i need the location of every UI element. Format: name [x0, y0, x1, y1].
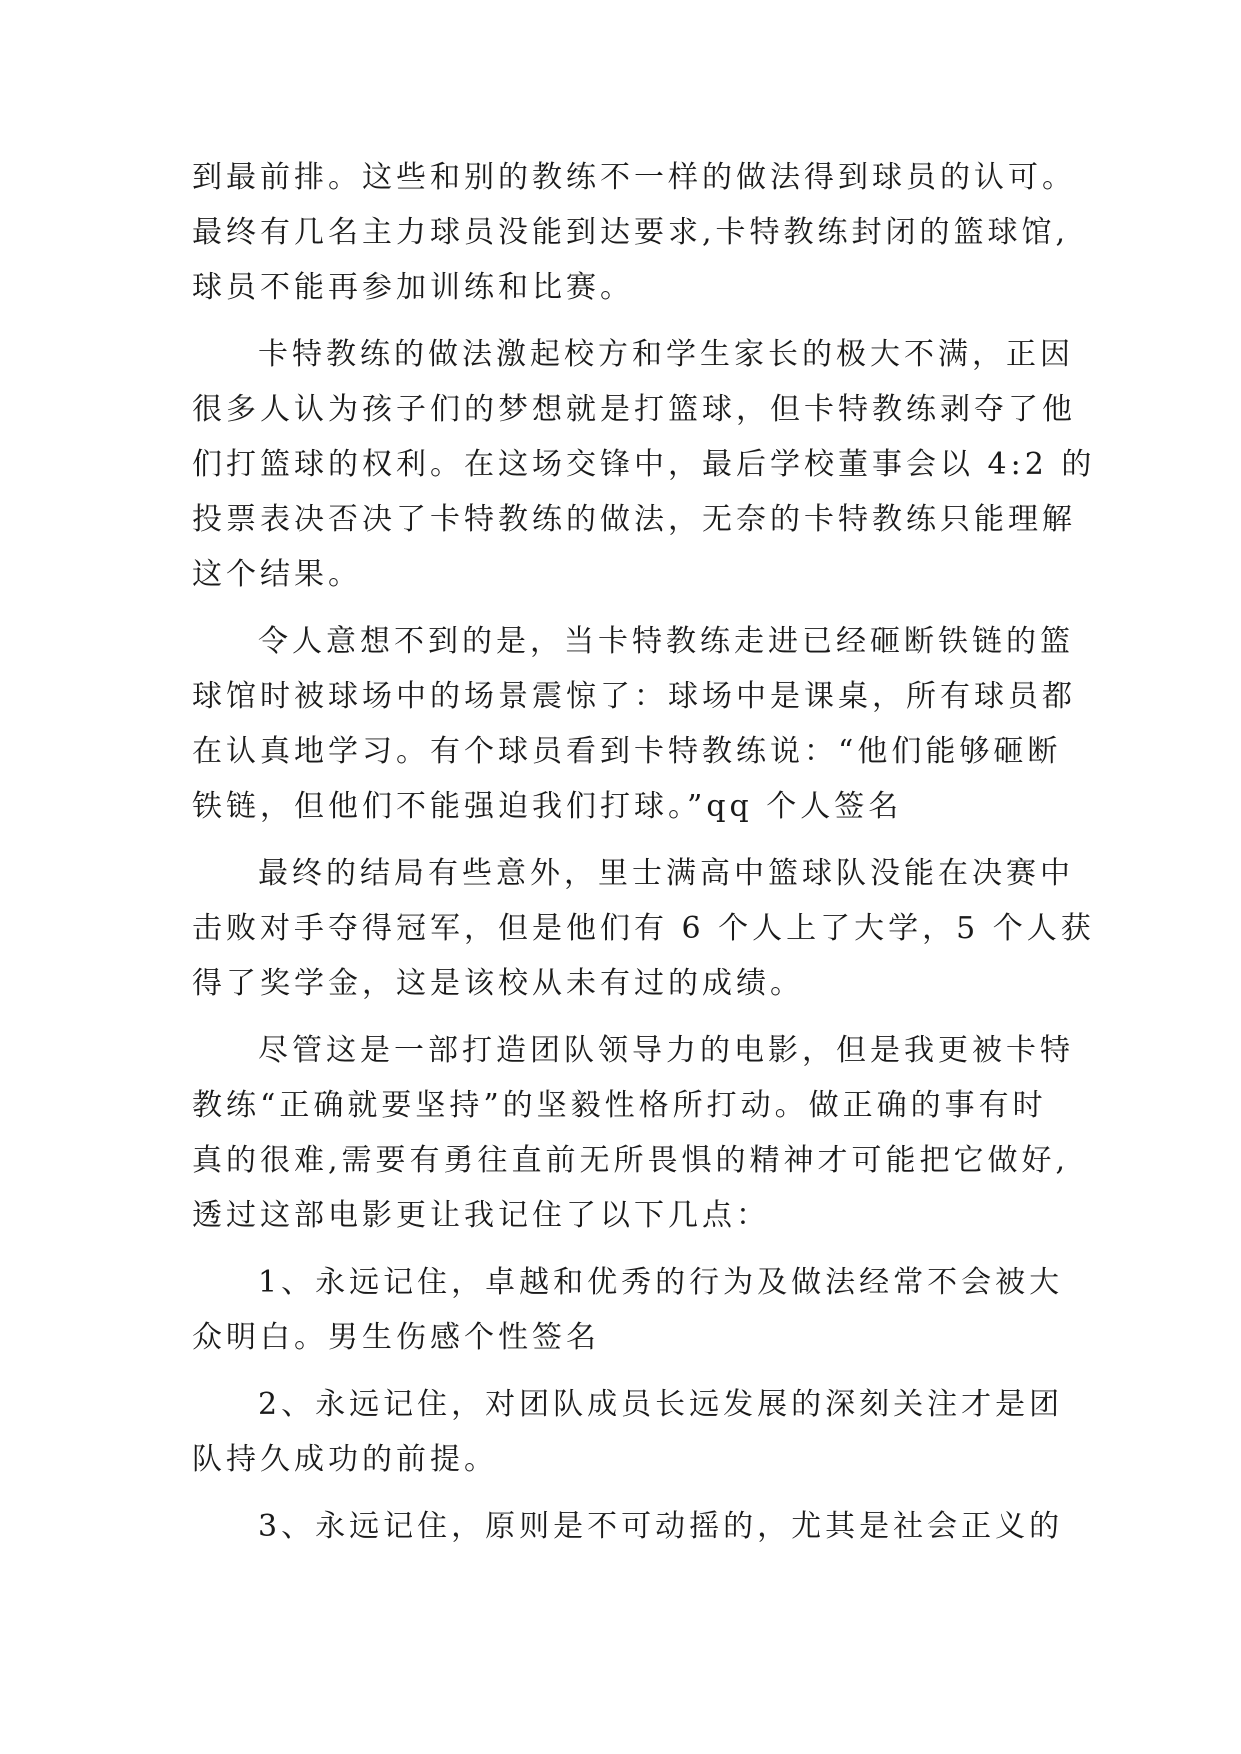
text-line: 投票表决否决了卡特教练的做法，无奈的卡特教练只能理解	[192, 502, 1076, 537]
text-line: 到最前排。这些和别的教练不一样的做法得到球员的认可。	[192, 160, 1076, 195]
text-line: 最终有几名主力球员没能到达要求,卡特教练封闭的篮球馆,	[192, 215, 1070, 250]
text-line: 这个结果。	[192, 557, 362, 592]
text-line: 在认真地学习。有个球员看到卡特教练说：“他们能够砸断	[192, 734, 1062, 769]
paragraph-start-line: 最终的结局有些意外，里士满高中篮球队没能在决赛中	[258, 856, 1074, 891]
text-line: 球员不能再参加训练和比赛。	[192, 270, 634, 305]
text-line: 真的很难,需要有勇往直前无所畏惧的精神才可能把它做好,	[192, 1143, 1070, 1178]
text-line: 铁链，但他们不能强迫我们打球。”qq 个人签名	[192, 789, 903, 824]
paragraph-start-line: 令人意想不到的是，当卡特教练走进已经砸断铁链的篮	[258, 624, 1074, 659]
paragraph-start-line: 卡特教练的做法激起校方和学生家长的极大不满，正因	[258, 337, 1074, 372]
list-item-1-line: 1、永远记住，卓越和优秀的行为及做法经常不会被大	[258, 1265, 1064, 1300]
paragraph-start-line: 尽管这是一部打造团队领导力的电影，但是我更被卡特	[258, 1033, 1074, 1068]
text-line: 球馆时被球场中的场景震惊了：球场中是课桌，所有球员都	[192, 679, 1076, 714]
text-line: 们打篮球的权利。在这场交锋中，最后学校董事会以 4:2 的	[192, 447, 1096, 482]
text-line: 透过这部电影更让我记住了以下几点：	[192, 1198, 770, 1233]
list-item-2-line: 2、永远记住，对团队成员长远发展的深刻关注才是团	[258, 1387, 1064, 1422]
text-line: 队持久成功的前提。	[192, 1442, 498, 1477]
text-line: 很多人认为孩子们的梦想就是打篮球，但卡特教练剥夺了他	[192, 392, 1076, 427]
text-line: 击败对手夺得冠军，但是他们有 6 个人上了大学，5 个人获	[192, 911, 1095, 946]
list-item-3-line: 3、永远记住，原则是不可动摇的，尤其是社会正义的	[258, 1509, 1064, 1544]
text-line: 众明白。男生伤感个性签名	[192, 1320, 600, 1355]
document-body	[192, 150, 1096, 1554]
text-line: 得了奖学金，这是该校从未有过的成绩。	[192, 966, 804, 1001]
text-line: 教练“正确就要坚持”的坚毅性格所打动。做正确的事有时	[192, 1088, 1047, 1123]
